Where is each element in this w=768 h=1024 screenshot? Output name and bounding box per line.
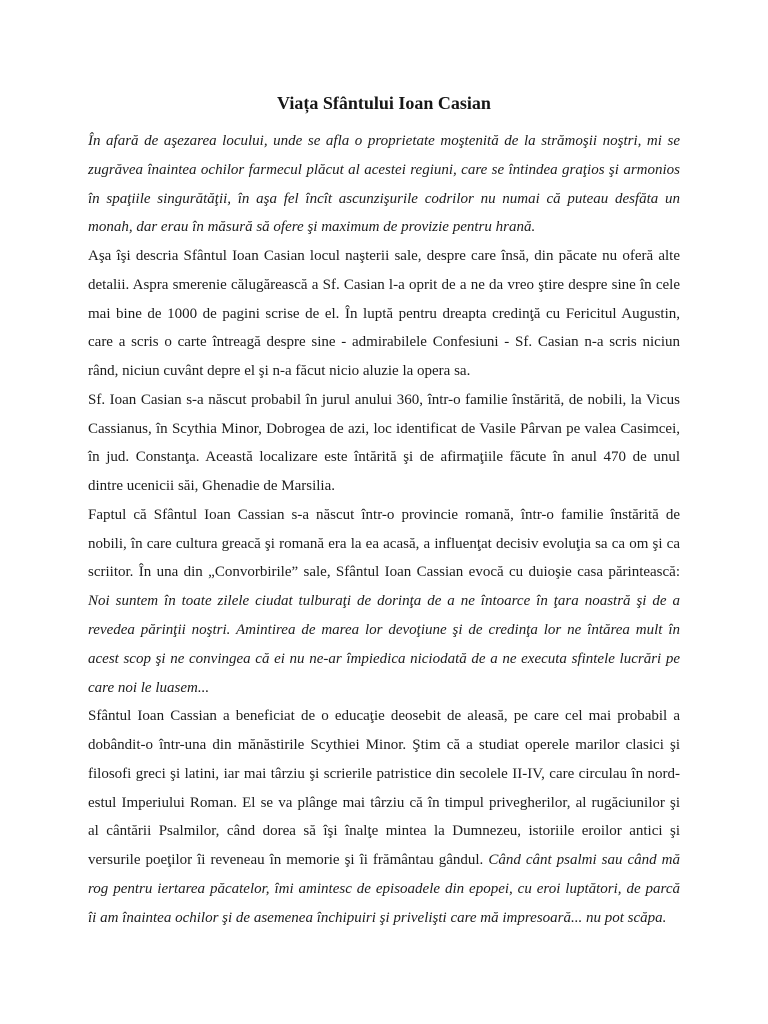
italic-text-segment: În afară de aşezarea locului, unde se afla o proprietate moştenită de la strămoşii noştri, mi se — [88, 133, 680, 149]
italic-text-segment: acest scop şi ne convingea că ei nu ne-ar împiedica niciodată de a ne executa sfintele lucrări pe — [88, 650, 680, 667]
text-segment: mai bine de 1000 de pagini scrise de el. În luptă pentru dreapta credinţă cu Fericitul Augustin, — [88, 305, 680, 322]
text-line — [88, 156, 680, 185]
italic-text-segment: în spaţiile singurătăţii, în aşa fel încît ascunzişurile codrilor nu numai că puteau desfăta un — [88, 190, 680, 207]
italic-text-segment: Când cânt psalmi sau când mă — [488, 852, 680, 869]
text-segment: estul Imperiului Roman. El se va plânge mai târziu că în timpul privegherilor, al rugăciunilor şi — [88, 794, 680, 811]
text-line — [88, 501, 680, 530]
italic-text-segment: Noi suntem în toate zilele ciudat tulburaţi de dorinţa de a ne întoarce în ţara noastră şi de a — [88, 593, 680, 610]
text-line — [88, 904, 680, 933]
text-segment: în jud. Constanţa. Această localizare este întărită şi de afirmaţiile făcute în anul 470 de unul — [88, 449, 680, 466]
text-segment: filosofi greci şi latini, iar mai târziu şi scrierile patristice din secolele II-IV, care circulau în nord- — [88, 765, 680, 782]
text-segment: care a scris o carte întreagă despre sine - admirabilele Confesiuni - Sf. Casian n-a scris niciun — [88, 334, 680, 351]
text-line — [88, 875, 680, 904]
text-segment: scriitor. În una din „Convorbirile” sale, Sfântul Ioan Cassian evocă cu duioşie casa părintească: — [88, 564, 680, 581]
text-segment: Sf. Ioan Casian s-a născut probabil în jurul anului 360, într-o familie înstărită, de nobili, la Vicus — [88, 391, 680, 408]
paragraph — [88, 501, 680, 702]
text-line — [88, 386, 680, 415]
text-line — [88, 415, 680, 444]
text-line — [88, 789, 680, 818]
text-line — [88, 846, 680, 875]
text-segment: dintre ucenicii săi, Ghenadie de Marsilia. — [88, 478, 335, 495]
italic-text-segment: îi am înaintea ochilor şi de asemenea închipuiri şi privelişti care mă impresoară... nu pot scăpa. — [88, 909, 667, 926]
paragraph — [88, 702, 680, 932]
text-line — [88, 472, 680, 501]
italic-text-segment: revedea părinţii noştri. Amintirea de marea lor devoţiune şi de credinţa lor ne întărea mult în — [88, 622, 680, 639]
text-line — [88, 300, 680, 329]
text-segment: Faptul că Sfântul Ioan Cassian s-a născut într-o provincie romană, într-o familie înstărită de — [88, 506, 680, 523]
text-segment: rând, niciun cuvânt depre el şi n-a făcut nicio aluzie la opera sa. — [88, 363, 471, 380]
text-line — [88, 357, 680, 386]
text-line — [88, 443, 680, 472]
italic-text-segment: care noi le luasem... — [88, 679, 210, 696]
paragraph — [88, 242, 680, 386]
document-body — [88, 127, 680, 932]
text-line — [88, 271, 680, 300]
text-segment: al cântării Psalmilor, când dorea să îşi înalţe mintea la Dumnezeu, istoriile eroilor antici şi — [88, 823, 680, 840]
text-line — [88, 127, 680, 156]
text-line — [88, 185, 680, 214]
text-line — [88, 702, 680, 731]
text-line — [88, 213, 680, 242]
document-title: Viața Sfântului Ioan Casian — [277, 93, 491, 113]
text-segment: Aşa îşi descria Sfântul Ioan Casian locul naşterii sale, despre care însă, din păcate nu oferă alte — [88, 248, 680, 265]
text-line — [88, 328, 680, 357]
text-line — [88, 817, 680, 846]
text-line — [88, 645, 680, 674]
text-segment: nobili, în care cultura greacă şi romană era la ea acasă, a influenţat decisiv evoluţia sa ca om şi ca — [88, 535, 680, 552]
italic-text-segment: zugrăvea înaintea ochilor farmecul plăcut al acestei regiuni, care se întindea graţios şi armonios — [88, 161, 680, 178]
text-segment: dobândit-o într-una din mănăstirile Scythiei Minor. Ştim că a studiat operele marilor clasici şi — [88, 737, 680, 754]
text-segment: detalii. Aspra smerenie călugărească a Sf. Casian l-a oprit de a ne da vreo ştire despre sine în cele — [88, 276, 680, 293]
text-line — [88, 760, 680, 789]
text-line — [88, 731, 680, 760]
text-line — [88, 558, 680, 587]
paragraph — [88, 127, 680, 242]
text-segment: versurile poeţilor îi reveneau în memorie şi îi frământau gândul. — [88, 852, 489, 869]
italic-text-segment: rog pentru iertarea păcatelor, îmi amintesc de episoadele din epopei, cu eroi luptători, de parcă — [88, 880, 680, 897]
italic-text-segment: monah, dar erau în măsură să ofere şi maximum de provizie pentru hrană. — [88, 219, 536, 236]
text-line — [88, 616, 680, 645]
text-line — [88, 674, 680, 703]
text-segment: Sfântul Ioan Cassian a beneficiat de o educaţie deosebit de aleasă, pe care cel mai probabil a — [88, 708, 680, 725]
text-line — [88, 587, 680, 616]
paragraph — [88, 386, 680, 501]
text-line — [88, 530, 680, 559]
text-segment: Cassianus, în Scythia Minor, Dobrogea de azi, loc identificat de Vasile Pârvan pe valea Casimcei, — [88, 420, 680, 437]
text-line — [88, 242, 680, 271]
